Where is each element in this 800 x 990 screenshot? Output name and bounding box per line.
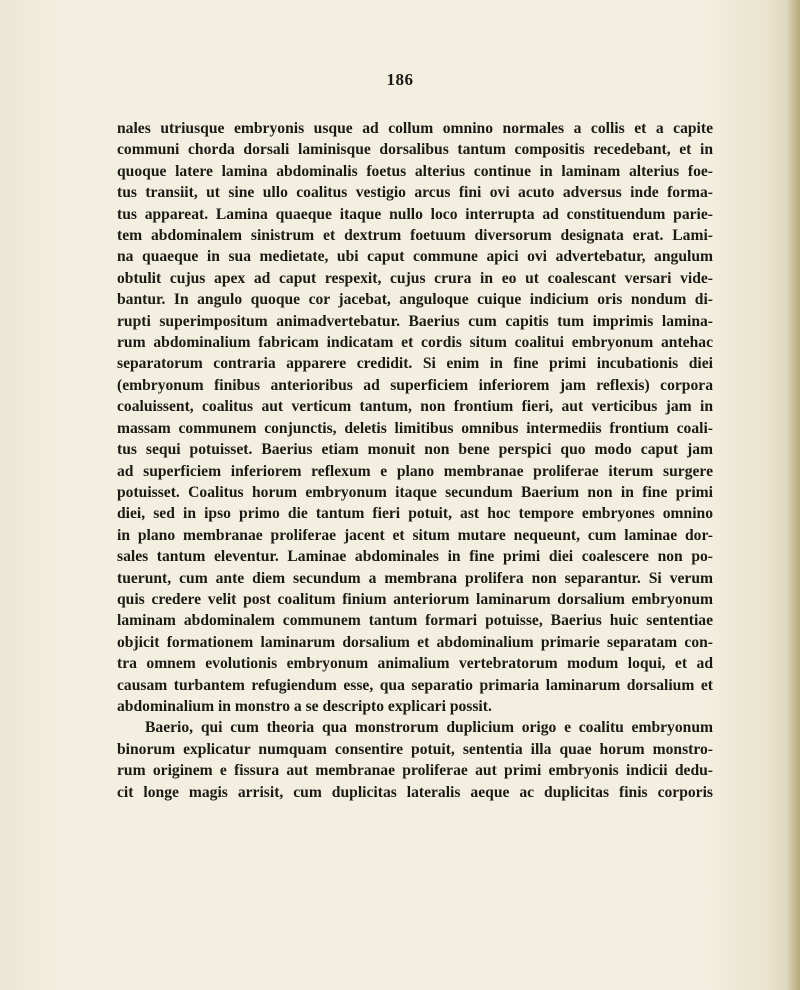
text-line: massam communem conjunctis, deletis limitibus omnibus intermediis frontium coali- xyxy=(117,419,713,437)
text-line: (embryonum finibus anterioribus ad superficiem inferiorem jam reflexis) corpora xyxy=(117,376,713,394)
text-line: binorum explicatur numquam consentire potuit, sententia illa quae horum monstro- xyxy=(117,740,713,758)
text-line: objicit formationem laminarum dorsalium et abdominalium primarie separatam con- xyxy=(117,633,713,651)
text-line: cit longe magis arrisit, cum duplicitas lateralis aeque ac duplicitas finis corporis xyxy=(117,783,713,801)
text-line: nales utriusque embryonis usque ad collum omnino normales a collis et a capite xyxy=(117,120,713,137)
text-line: rum abdominalium fabricam indicatam et cordis situm coalitui embryonum antehac xyxy=(117,334,713,352)
text-line: rum originem e fissura aut membranae proliferae aut primi embryonis indicii dedu- xyxy=(117,762,713,780)
text-line: na quaeque in sua medietate, ubi caput commune apici ovi advertebatur, angulum xyxy=(117,248,713,266)
text-line: quoque latere lamina abdominalis foetus alterius continue in laminam alterius foe- xyxy=(117,162,713,180)
text-line: tuerunt, cum ante diem secundum a membrana prolifera non separantur. Si verum xyxy=(117,569,713,587)
text-line: tra omnem evolutionis embryonum animalium vertebratorum modum loqui, et ad xyxy=(117,655,713,673)
text-line: tus transiit, ut sine ullo coalitus vestigio arcus fini ovi acuto adversus inde forma- xyxy=(117,184,713,202)
text-line: obtulit cujus apex ad caput respexit, cujus crura in eo ut coalescant versari vide- xyxy=(117,269,713,287)
text-line: tus sequi potuisset. Baerius etiam monuit non bene perspici quo modo caput jam xyxy=(117,441,713,459)
text-line: rupti superimpositum animadvertebatur. Baerius cum capitis tum imprimis lamina- xyxy=(117,312,713,330)
text-line: ad superficiem inferiorem reflexum e plano membranae proliferae iterum surgere xyxy=(117,462,713,480)
text-line: quis credere velit post coalitum finium anteriorum laminarum dorsalium embryonum xyxy=(117,590,713,608)
text-line: laminam abdominalem communem tantum formari potuisse, Baerius huic sententiae xyxy=(117,612,713,630)
text-line: potuisset. Coalitus horum embryonum itaque secundum Baerium non in fine primi xyxy=(117,483,713,501)
text-line: tem abdominalem sinistrum et dextrum foetuum diversorum designata erat. Lami- xyxy=(117,227,713,245)
text-line: causam turbantem refugiendum esse, qua separatio primaria laminarum dorsalium et xyxy=(117,676,713,694)
paragraph-end-line: abdominalium in monstro a se descripto explicari possit. xyxy=(117,697,492,715)
text-line: coaluissent, coalitus aut verticum tantum, non frontium fieri, aut verticibus jam in xyxy=(117,398,713,416)
text-line: bantur. In angulo quoque cor jacebat, anguloque cuique indicium oris nondum di- xyxy=(117,291,713,309)
text-line: communi chorda dorsali laminisque dorsalibus tantum compositis recedebant, et in xyxy=(117,141,713,159)
page-number: 186 xyxy=(386,70,414,89)
text-line: sales tantum eleventur. Laminae abdominales in fine primi diei coalescere non po- xyxy=(117,548,713,566)
text-line: diei, sed in ipso primo die tantum fieri potuit, ast hoc tempore embryones omnino xyxy=(117,505,713,523)
paragraph-start-line: Baerio, qui cum theoria qua monstrorum duplicium origo e coalitu embryonum xyxy=(145,719,713,737)
text-line: tus appareat. Lamina quaeque itaque nullo loco interrupta ad constituendum parie- xyxy=(117,205,713,223)
page-edge-shadow xyxy=(786,0,800,990)
body-text xyxy=(117,118,713,803)
text-line: in plano membranae proliferae jacent et situm mutare nequeunt, cum laminae dor- xyxy=(117,526,713,544)
text-line: separatorum contraria apparere credidit. Si enim in fine primi incubationis diei xyxy=(117,355,713,373)
